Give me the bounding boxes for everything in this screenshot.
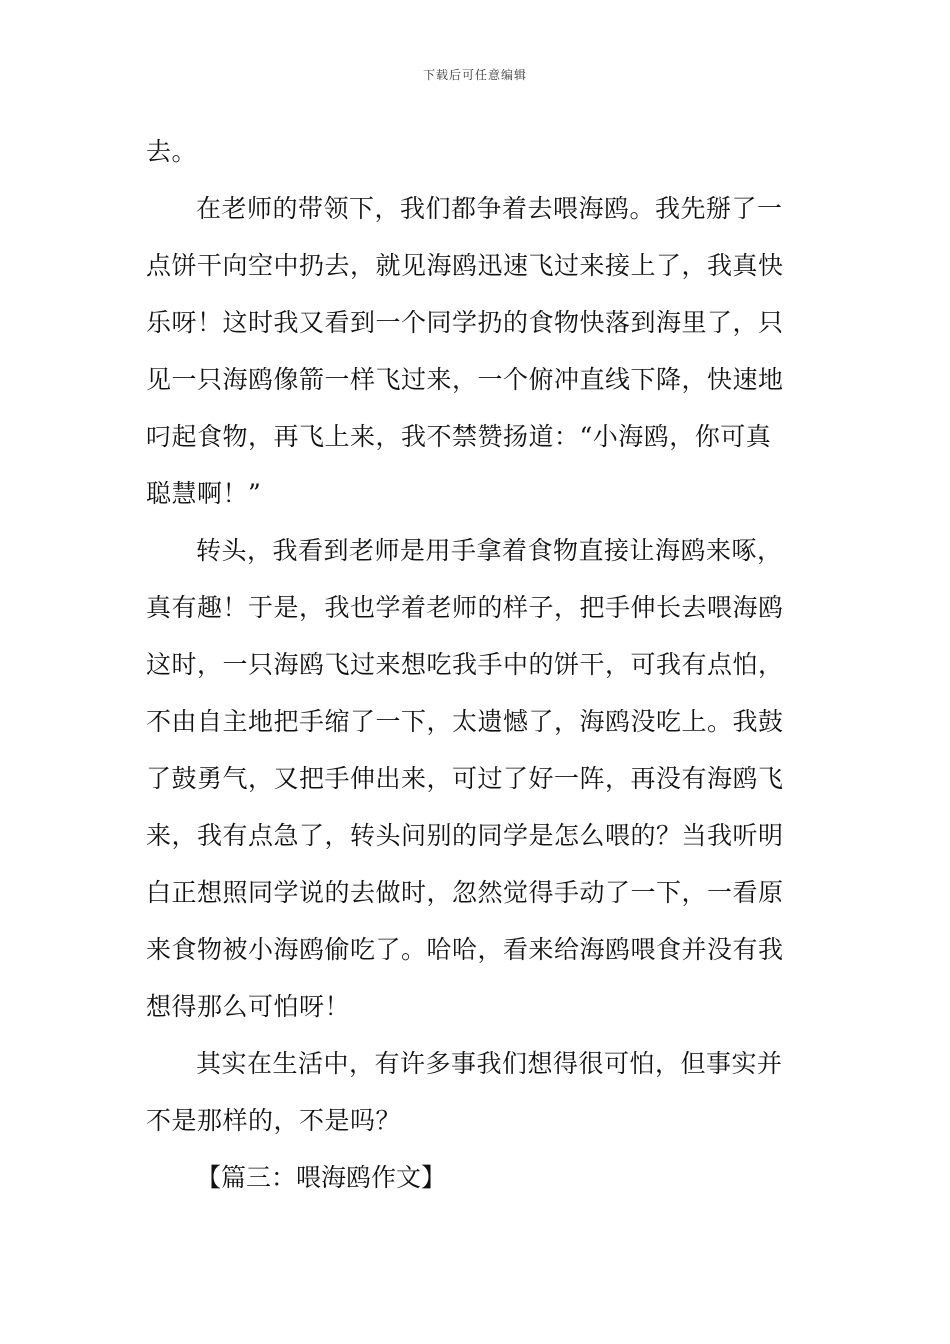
page-header: 下载后可任意编辑	[422, 68, 527, 82]
text-line: 想得那么可怕呀！	[146, 992, 351, 1021]
text-line: 见一只海鸥像箭一样飞过来，一个俯冲直线下降，快速地	[146, 365, 784, 394]
text-line: 来食物被小海鸥偷吃了。哈哈，看来给海鸥喂食并没有我	[146, 935, 784, 964]
text-line: 不是那样的，不是吗？	[146, 1106, 402, 1135]
text-line: 叼起食物，再飞上来，我不禁赞扬道：“小海鸥，你可真	[146, 422, 772, 451]
text-line: 去。	[146, 137, 198, 166]
text-line: 白正想照同学说的去做时，忽然觉得手动了一下，一看原	[146, 878, 784, 907]
text-line: 聪慧啊！”	[146, 479, 262, 508]
section-heading: 【篇三：喂海鸥作文】	[196, 1163, 447, 1192]
text-line: 在老师的带领下，我们都争着去喂海鸥。我先掰了一	[196, 194, 783, 223]
text-line: 来，我有点急了，转头问别的同学是怎么喂的？当我听明	[146, 821, 784, 850]
text-line: 不由自主地把手缩了一下，太遗憾了，海鸥没吃上。我鼓	[146, 707, 784, 736]
text-line: 这时，一只海鸥飞过来想吃我手中的饼干，可我有点怕，	[146, 650, 784, 679]
text-line: 乐呀！这时我又看到一个同学扔的食物快落到海里了，只	[146, 308, 784, 337]
text-line: 真有趣！于是，我也学着老师的样子，把手伸长去喂海鸥	[146, 593, 784, 622]
text-line: 点饼干向空中扔去，就见海鸥迅速飞过来接上了，我真快	[146, 251, 784, 280]
text-line: 转头，我看到老师是用手拿着食物直接让海鸥来啄，	[196, 536, 783, 565]
text-line: 其实在生活中，有许多事我们想得很可怕，但事实并	[196, 1049, 783, 1078]
text-line: 了鼓勇气，又把手伸出来，可过了好一阵，再没有海鸥飞	[146, 764, 784, 793]
